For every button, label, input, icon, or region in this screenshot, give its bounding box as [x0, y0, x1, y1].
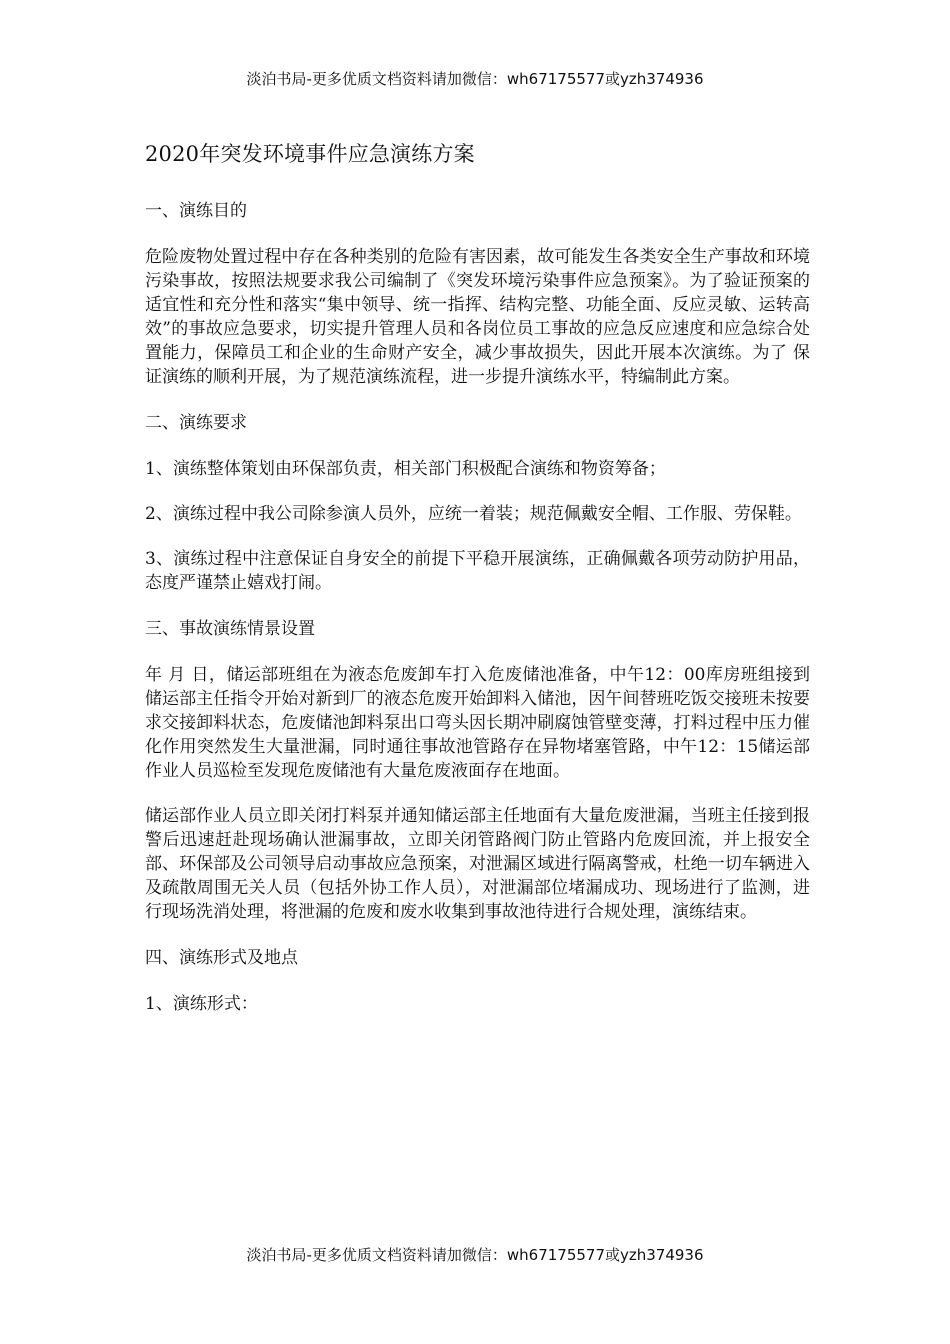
document-body: [145, 140, 810, 1037]
section-heading-purpose: 一、演练目的: [145, 201, 247, 221]
requirement-item-1: 1、演练整体策划由环保部负责，相关部门积极配合演练和物资筹备；: [145, 459, 666, 479]
scenario-paragraph-2: 储运部作业人员立即关闭打料泵并通知储运部主任地面有大量危废泄漏，当班主任接到报警后迅速赶赴现场确认泄漏事故，立即关闭管路阀门防止管路内危废回流，并上报安全部、环保部及公司领导启动事故应急预案，对泄漏区域进行隔离警戒，杜绝一切车辆进入及疏散周围无关人员（包括外协工作人员），对泄漏部位堵漏成功、现场进行了监测，进行现场洗消处理，将泄漏的危废和废水收集到事故池待进行合规处理，演练结束。: [145, 806, 810, 922]
section-heading-form-location: 四、演练形式及地点: [145, 948, 298, 968]
section-heading-requirements: 二、演练要求: [145, 413, 247, 433]
requirement-item-3: 3、演练过程中注意保证自身安全的前提下平稳开展演练，正确佩戴各项劳动防护用品，态度严谨禁止嬉戏打闹。: [145, 549, 810, 593]
purpose-paragraph: 危险废物处置过程中存在各种类别的危险有害因素，故可能发生各类安全生产事故和环境污染事故，按照法规要求我公司编制了《突发环境污染事件应急预案》。为了验证预案的适宜性和充分性和落实“集中领导、统一指挥、结构完整、功能全面、反应灵敏、运转高效”的事故应急要求，切实提升管理人员和各岗位员工事故的应急反应速度和应急综合处置能力，保障员工和企业的生命财产安全，减少事故损失，因此开展本次演练。为了 保证演练的顺利开展，为了规范演练流程，进一步提升演练水平，特编制此方案。: [145, 247, 810, 387]
section-heading-scenario: 三、事故演练情景设置: [145, 619, 315, 639]
document-title: 2020年突发环境事件应急演练方案: [145, 142, 475, 166]
page-header: 淡泊书局-更多优质文档资料请加微信：wh67175577或yzh374936: [246, 70, 704, 88]
form-item-1: 1、演练形式：: [145, 994, 258, 1014]
requirement-item-2: 2、演练过程中我公司除参演人员外，应统一着装；规范佩戴安全帽、工作服、劳保鞋。: [145, 504, 802, 524]
page-footer: 淡泊书局-更多优质文档资料请加微信：wh67175577或yzh374936: [246, 1246, 704, 1264]
scenario-paragraph-1: 年 月 日，储运部班组在为液态危废卸车打入危废储池准备，中午12：00库房班组接到储运部主任指令开始对新到厂的液态危废开始卸料入储池，因午间替班吃饭交接班未按要求交接卸料状态，危废储池卸料泵出口弯头因长期冲刷腐蚀管壁变薄，打料过程中压力催化作用突然发生大量泄漏，同时通往事故池管路存在异物堵塞管路，中午12：15储运部作业人员巡检至发现危废储池有大量危废液面存在地面。: [145, 665, 810, 781]
